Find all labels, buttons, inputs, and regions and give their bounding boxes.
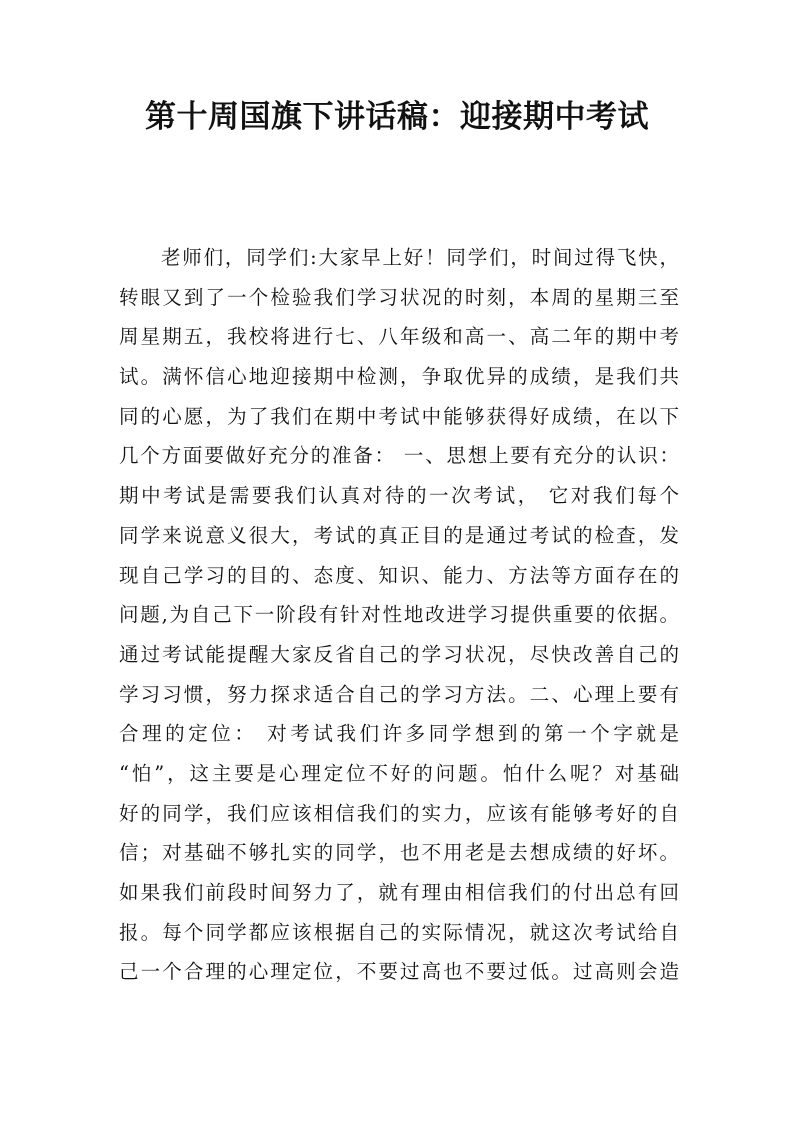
paragraph-line: 报。每个同学都应该根据自己的实际情况，就这次考试给自 — [119, 920, 679, 944]
paragraph-line: 同学来说意义很大，考试的真正目的是通过考试的检查，发 — [119, 523, 679, 547]
paragraph-line: 转眼又到了一个检验我们学习状况的时刻，本周的星期三至 — [119, 285, 679, 309]
paragraph-line: 通过考试能提醒大家反省自己的学习状况，尽快改善自己的 — [119, 642, 679, 666]
paragraph-line: “怕”，这主要是心理定位不好的问题。怕什么呢？对基础 — [119, 761, 679, 785]
paragraph-line: 信；对基础不够扎实的同学，也不用老是去想成绩的好坏。 — [119, 841, 679, 865]
document-body — [119, 238, 679, 992]
paragraph-line: 期中考试是需要我们认真对待的一次考试， 它对我们每个 — [119, 484, 679, 508]
paragraph-line: 问题,为自己下一阶段有针对性地改进学习提供重要的依据。 — [119, 603, 679, 627]
paragraph-line: 周星期五，我校将进行七、八年级和高一、高二年的期中考 — [119, 325, 679, 349]
document-title: 第十周国旗下讲话稿：迎接期中考试 — [145, 99, 649, 135]
paragraph-line: 学习习惯，努力探求适合自己的学习方法。二、心理上要有 — [119, 682, 679, 706]
paragraph-line: 同的心愿，为了我们在期中考试中能够获得好成绩，在以下 — [119, 404, 679, 428]
paragraph-line: 几个方面要做好充分的准备： 一、思想上要有充分的认识： — [119, 444, 679, 468]
paragraph-line: 老师们，同学们:大家早上好！同学们，时间过得飞快， — [161, 246, 679, 269]
paragraph-line: 好的同学，我们应该相信我们的实力，应该有能够考好的自 — [119, 801, 679, 825]
paragraph-line: 合理的定位： 对考试我们许多同学想到的第一个字就是 — [119, 722, 679, 746]
paragraph-line: 试。满怀信心地迎接期中检测，争取优异的成绩，是我们共 — [119, 365, 679, 389]
paragraph-line: 如果我们前段时间努力了，就有理由相信我们的付出总有回 — [119, 881, 679, 904]
paragraph-line: 己一个合理的心理定位，不要过高也不要过低。过高则会造 — [119, 960, 679, 984]
paragraph-line: 现自己学习的目的、态度、知识、能力、方法等方面存在的 — [119, 563, 679, 587]
